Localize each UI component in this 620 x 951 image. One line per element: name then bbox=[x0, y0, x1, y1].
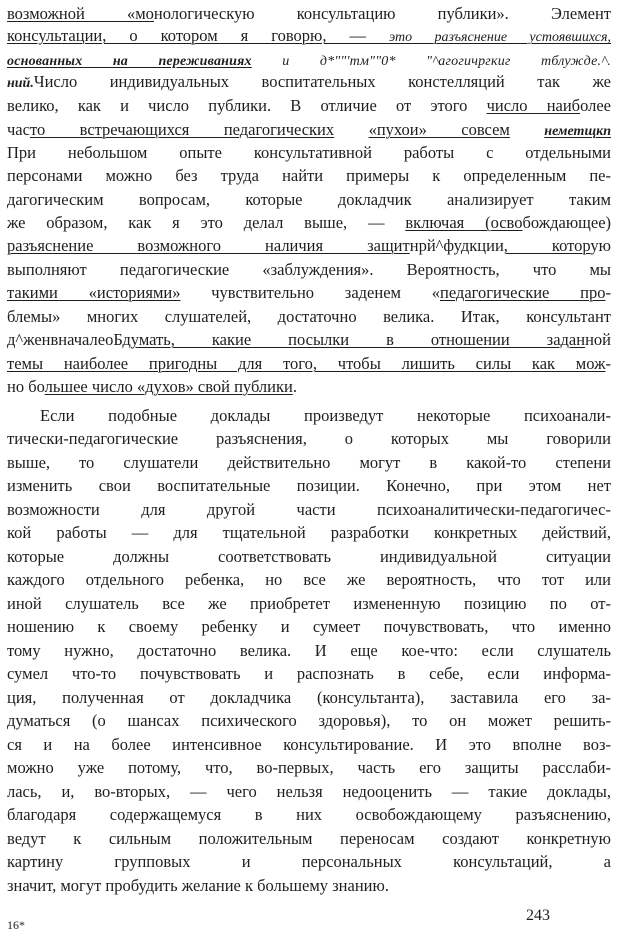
text-run: темы наиболее пригодны для того, чтобы лишить силы как мож bbox=[7, 354, 606, 373]
text-run: думать, какие посылки в отношении задан bbox=[122, 330, 586, 349]
text-run: Число индивидуальных воспитательных констелляций так же bbox=[33, 72, 611, 91]
text-run bbox=[510, 120, 544, 139]
text-run: такими «историями» bbox=[7, 283, 181, 302]
text-run: ся и на более интенсивное консультирование. И это вполне воз- bbox=[7, 735, 611, 754]
text-line bbox=[7, 188, 611, 212]
text-run: каждого отдельного ребенка, но все же вероятность, что тот или bbox=[7, 570, 611, 589]
text-run: нрй^фудкции bbox=[409, 236, 504, 255]
text-run: нологическую консультацию публики». Элемент bbox=[153, 4, 611, 23]
text-line bbox=[7, 827, 611, 851]
text-line bbox=[7, 94, 611, 118]
text-line bbox=[7, 686, 611, 710]
text-line bbox=[7, 498, 611, 522]
text-line bbox=[7, 234, 611, 258]
text-run: разъяснение возможного наличия защит bbox=[7, 236, 410, 255]
text-run: Если подобные доклады произведут некоторые психоанали- bbox=[40, 406, 611, 425]
text-line bbox=[7, 328, 611, 352]
text-run bbox=[334, 120, 368, 139]
text-run: значит, могут пробудить желание к большему знанию. bbox=[7, 876, 389, 895]
text-run: иной слушатель все же приобретет измененную позицию по от- bbox=[7, 594, 611, 613]
text-run: олее bbox=[580, 96, 611, 115]
text-run: неметщкп bbox=[544, 124, 611, 139]
text-run: можно уже потому, что, во-первых, часть его защиты расслаби- bbox=[7, 758, 611, 777]
text-run: , котор bbox=[503, 236, 591, 255]
text-line bbox=[7, 874, 611, 898]
text-run: При небольшом опыте консультативной работы с отдельными bbox=[7, 143, 611, 162]
text-line bbox=[7, 639, 611, 663]
text-line bbox=[7, 164, 611, 188]
text-run: ний. bbox=[7, 76, 34, 91]
text-run: бождающее) bbox=[522, 213, 611, 232]
text-run: ую bbox=[590, 236, 611, 255]
text-run: благодаря содержащемуся в них освобождающему разъяснению, bbox=[7, 805, 611, 824]
text-run: основанных на переживаниях bbox=[7, 54, 252, 69]
text-line bbox=[7, 733, 611, 757]
text-run: - bbox=[605, 283, 611, 302]
text-run: велико, как и число публики. В отличие от этого bbox=[7, 96, 487, 115]
text-run: изменить свои воспитательные позиции. Конечно, при этом нет bbox=[7, 476, 611, 495]
text-line bbox=[7, 451, 611, 475]
text-line bbox=[7, 141, 611, 165]
text-run: кой работы — для тщательной разработки конкретных действий, bbox=[7, 523, 611, 542]
text-line bbox=[7, 118, 611, 142]
text-run: консультации, о котором я говорю, — bbox=[7, 26, 389, 45]
text-run: чувствительно заденем « bbox=[180, 283, 440, 302]
text-line bbox=[7, 756, 611, 780]
text-run: ведут к сильным положительным переносам создают конкретную bbox=[7, 829, 611, 848]
text-line bbox=[7, 521, 611, 545]
text-run: . bbox=[292, 377, 297, 396]
text-run: д^женвначалеоБ bbox=[7, 330, 123, 349]
text-run: думаться (о шансах психического здоровья), то он может решить- bbox=[7, 711, 611, 730]
text-run: картину групповых и персональных консультаций, а bbox=[7, 852, 611, 871]
text-run: педагогические про bbox=[440, 283, 606, 302]
text-line bbox=[7, 615, 611, 639]
text-run: выше, то слушатели действительно могут в какой-то степени bbox=[7, 453, 611, 472]
text-run: - bbox=[605, 354, 611, 373]
text-run: это разъяснение устоявшихся, bbox=[388, 30, 611, 45]
text-line bbox=[7, 709, 611, 733]
text-run: дагогическим вопросам, которые докладчик анализирует таким bbox=[7, 190, 611, 209]
text-run: лась, и, во-вторых, — чего нельзя недооценить — такие доклады, bbox=[7, 782, 611, 801]
text-run: тому нужно, достаточно велика. И еще кое-что: если слушатель bbox=[7, 641, 611, 660]
text-line bbox=[7, 281, 611, 305]
text-line bbox=[7, 850, 611, 874]
text-run: час bbox=[7, 120, 30, 139]
text-line bbox=[7, 545, 611, 569]
text-line bbox=[7, 352, 611, 376]
text-line bbox=[7, 662, 611, 686]
text-run: возможности для другой части психоаналитически-педагогичес- bbox=[7, 500, 611, 519]
text-line bbox=[7, 47, 611, 71]
text-line bbox=[7, 568, 611, 592]
text-line bbox=[7, 474, 611, 498]
text-run: льшее число «духов» свой публики bbox=[44, 377, 293, 396]
text-run: и д*""'тм"" bbox=[251, 54, 382, 69]
text-run: то встречающихся педагогических bbox=[29, 120, 335, 139]
text-line bbox=[7, 305, 611, 329]
text-run: включая (осво bbox=[405, 213, 523, 232]
text-line bbox=[7, 427, 611, 451]
text-run: выполняют педагогические «заблуждения». Вероятность, что мы bbox=[7, 260, 611, 279]
text-run: сумел что-то почувствовать и распознать в себе, если информа- bbox=[7, 664, 611, 683]
text-run: которые должны соответствовать индивидуальной ситуации bbox=[7, 547, 611, 566]
text-line bbox=[7, 803, 611, 827]
text-run: ношению к своему ребенку и сумеет почувствовать, что именно bbox=[7, 617, 611, 636]
text-line bbox=[7, 2, 611, 26]
text-line bbox=[7, 70, 611, 94]
text-line bbox=[40, 404, 611, 428]
text-line bbox=[7, 258, 611, 282]
page-number: 243 bbox=[526, 907, 550, 924]
text-run: «пухои» совсем bbox=[368, 120, 510, 139]
text-run: 0 bbox=[381, 54, 389, 69]
text-run: ной bbox=[585, 330, 611, 349]
text-run: число наиб bbox=[486, 96, 581, 115]
text-line bbox=[7, 780, 611, 804]
text-run: возможной «мо bbox=[7, 4, 154, 23]
text-line bbox=[7, 375, 611, 399]
text-run: ция, полученная от докладчика (консультанта), заставила его за- bbox=[7, 688, 611, 707]
text-run: персонами можно без труда найти примеры к определенным пе- bbox=[7, 166, 611, 185]
text-run: блемы» многих слушателей, достаточно велика. Итак, консультант bbox=[7, 307, 611, 326]
text-line bbox=[7, 211, 611, 235]
text-line bbox=[7, 592, 611, 616]
signature-mark: 16* bbox=[7, 918, 25, 932]
text-run: * "^агогичргкиг тблужде.^. bbox=[388, 54, 611, 69]
text-run: же образом, как я это делал выше, — bbox=[7, 213, 406, 232]
text-run: тически-педагогические разъяснения, о которых мы говорили bbox=[7, 429, 611, 448]
text-run: но бо bbox=[7, 377, 45, 396]
text-line bbox=[7, 24, 611, 48]
